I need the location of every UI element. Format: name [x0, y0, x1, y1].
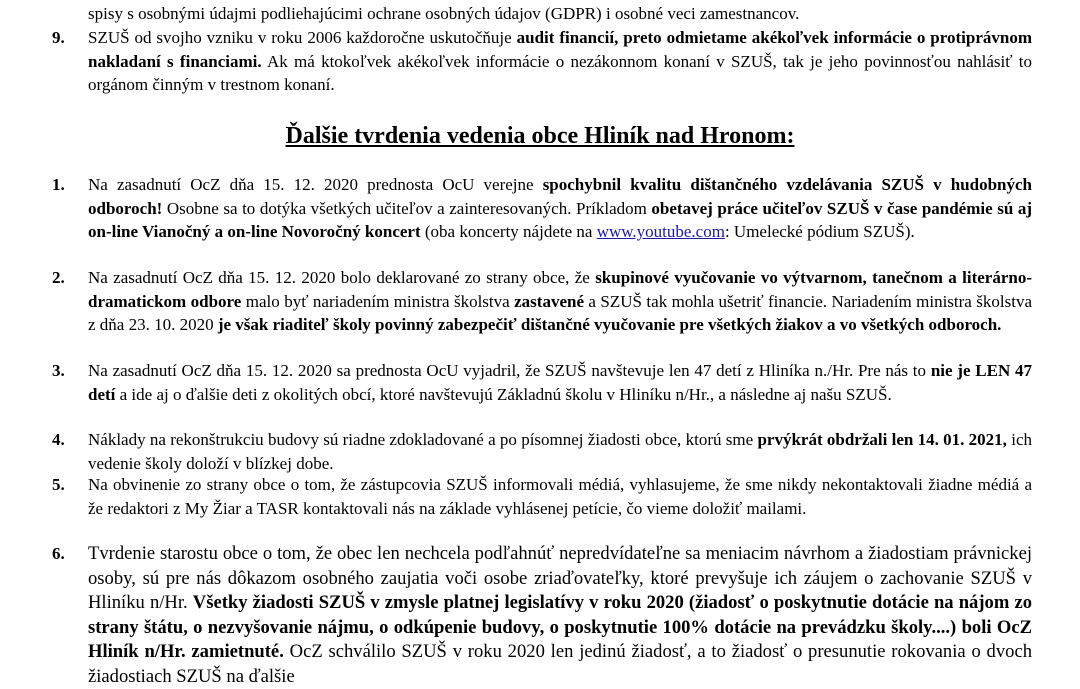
bold-run: nie je LEN 47 detí: [88, 361, 1032, 404]
text-run: : Umelecké pódium SZUŠ).: [724, 222, 915, 241]
bold-run: spochybnil kvalitu dištančného vzdelávania SZUŠ v hudobných odboroch!: [88, 175, 1032, 218]
list-item-text: [88, 173, 1032, 244]
bold-run: skupinové vyučovanie vo výtvarnom, tanečnom a literárno-dramatickom odbore: [88, 268, 1032, 311]
list-item-text: [88, 266, 1032, 337]
list-number: 2.: [52, 268, 65, 287]
bold-run: obetavej práce učiteľov SZUŠ v čase pandémie sú aj on-line Vianočný a on-line Novoročný koncert: [88, 198, 1032, 241]
text-run: a SZUŠ tak mohla ušetriť financie. Nariadením ministra školstva z dňa 23. 10. 2020: [88, 291, 1032, 334]
text-run: Náklady na rekonštrukciu budovy sú riadne zdokladované a po písomnej žiadosti obce, ktorú sme: [88, 430, 758, 449]
list-item-text: Na obvinenie zo strany obce o tom, že zástupcovia SZUŠ informovali médiá, vyhlasujeme, že sme nikdy nekontaktovali žiadne médiá a že redaktori z My Žiar a TASR kontaktovali nás na základe vyhlásenej petície, čo vieme doložiť mailami.: [88, 475, 1032, 518]
top-fragment-text: spisy s osobnými údajmi podliehajúcimi ochrane osobných údajov (GDPR) i osobné veci zamestnancov.: [88, 4, 800, 23]
text-run: SZUŠ od svojho vzniku v roku 2006 každoročne uskutočňuje: [88, 28, 517, 47]
list-number: 3.: [52, 361, 65, 380]
bold-run: je však riaditeľ školy povinný zabezpečiť dištančné vyučovanie pre všetkých žiakov a vo všetkých odboroch.: [217, 315, 1002, 334]
list-number: 4.: [52, 430, 65, 449]
list-number: 9.: [52, 28, 65, 47]
section-heading: Ďalšie tvrdenia vedenia obce Hliník nad Hronom:: [285, 123, 795, 149]
text-run: Na zasadnutí OcZ dňa 15. 12. 2020 sa prednosta OcU vyjadril, že SZUŠ navštevuje len 47 detí z Hliníka n./Hr. Pre nás to: [88, 361, 931, 380]
list-number: 6.: [52, 544, 65, 563]
text-run: (oba koncerty nájdete na: [420, 222, 597, 241]
text-run: a ide aj o ďalšie deti z okolitých obcí, ktoré navštevujú Základnú školu v Hliníku n/Hr., a následne aj našu SZUŠ.: [115, 384, 892, 404]
text-run: Na zasadnutí OcZ dňa 15. 12. 2020 bolo deklarované zo strany obce, že: [88, 268, 596, 287]
list-item-text: [88, 542, 1032, 689]
list-item-text: [88, 359, 1032, 406]
bold-run: zastavené: [514, 291, 584, 311]
bold-run: audit financií, preto odmietame akékoľvek informácie o protiprávnom nakladaní s financiami.: [88, 28, 1032, 71]
list-number: 5.: [52, 475, 65, 494]
youtube-link[interactable]: www.youtube.com: [596, 222, 725, 241]
text-run: Osobne sa to dotýka všetkých učiteľov a zainteresovaných. Príkladom: [162, 198, 652, 218]
text-run: malo byť nariadením ministra školstva: [241, 291, 515, 311]
list-item-text: [88, 428, 1032, 475]
bold-run: Všetky žiadosti SZUŠ v zmysle platnej legislatívy v roku 2020 (žiadosť o poskytnutie dotácie na nájom zo strany štátu, o nezvyšovanie nájmu, o odkúpenie budovy, o poskytnutie 100% dotácie na prevádzku školy....) boli OcZ Hliník n/Hr. zamietnuté.: [88, 592, 1032, 662]
text-run: Na zasadnutí OcZ dňa 15. 12. 2020 prednosta OcU verejne: [88, 175, 543, 194]
text-run: Tvrdenie starostu obce o tom, že obec len nechcela podľahnúť nepredvídateľne sa meniacim návrhom a žiadostiam právnickej osoby, sú pre nás dôkazom osobného zaujatia voči osobe zriaďovateľky, ktoré prevyšuje ich záujem o zachovanie SZUŠ v Hliníku n/Hr.: [88, 543, 1032, 613]
list-item-text: [88, 26, 1032, 97]
text-run: ich vedenie školy doloží v blízkej dobe.: [88, 430, 1032, 473]
text-run: Ak má ktokoľvek akékoľvek informácie o nezákonnom konaní v SZUŠ, tak je jeho povinnosťou nahlásiť to orgánom činným v trestnom konaní.: [88, 51, 1033, 94]
text-run: OcZ schválilo SZUŠ v roku 2020 len jedinú žiadosť, a to žiadosť o presunutie rokovania o dvoch žiadostiach SZUŠ na ďalšie: [88, 641, 1032, 687]
list-number: 1.: [52, 175, 65, 194]
bold-run: prvýkrát obdržali len 14. 01. 2021,: [757, 430, 1007, 449]
